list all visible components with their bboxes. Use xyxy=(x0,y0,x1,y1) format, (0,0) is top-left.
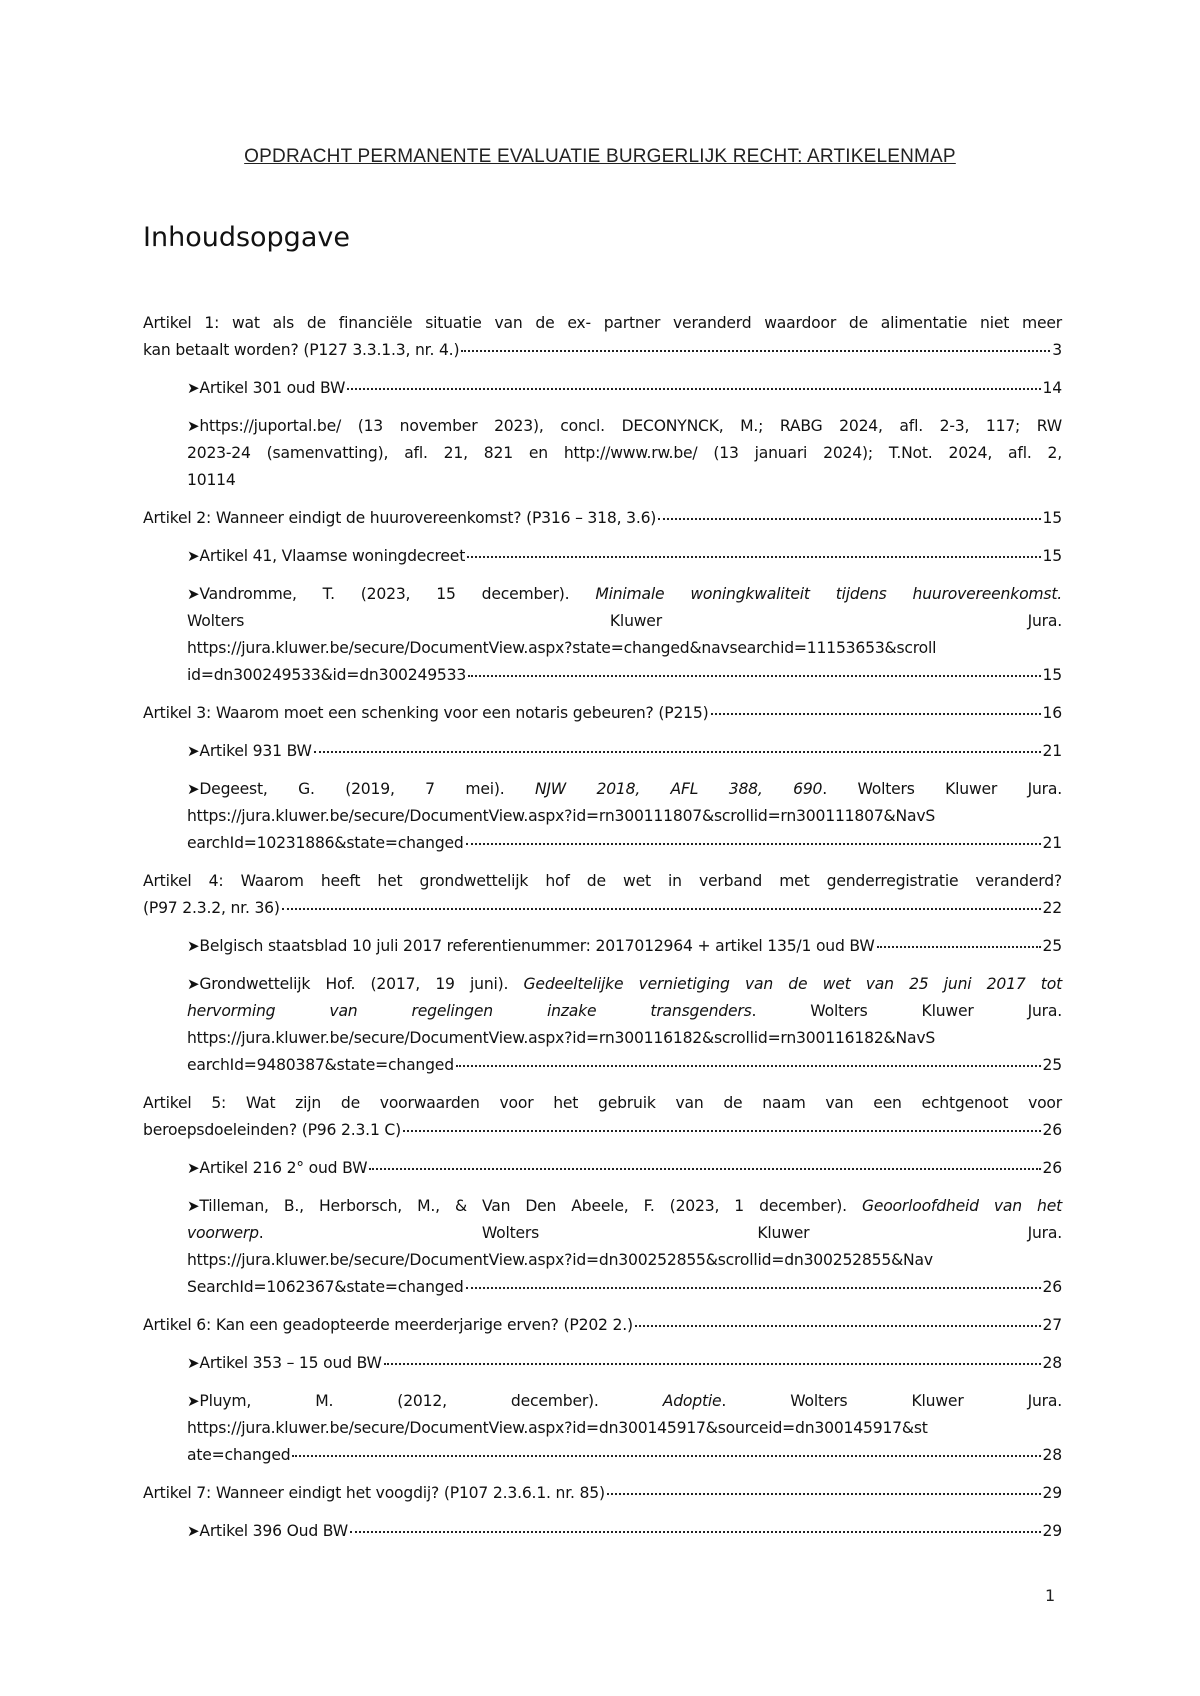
page-ref: 21 xyxy=(1042,834,1062,852)
arrow-bullet-icon: ➤ xyxy=(187,585,200,603)
toc-entry-url: https://jura.kluwer.be/secure/DocumentView.aspx?id=rn300116182&scrollid=rn300116182&NavS xyxy=(187,1029,936,1047)
toc-entry-text: Belgisch staatsblad 10 juli 2017 referentienummer: 2017012964 + artikel 135/1 oud BW xyxy=(199,937,875,955)
toc-entry-text: Degeest, G. (2019, 7 mei). xyxy=(199,780,535,798)
dot-leader xyxy=(292,1455,1040,1457)
dot-leader xyxy=(607,1493,1041,1495)
toc-entry-artikel-7[interactable] xyxy=(143,1480,1062,1507)
toc-subentry-source[interactable] xyxy=(187,413,1062,494)
toc-entry-title: Minimale woningkwaliteit tijdens huurovereenkomst. xyxy=(595,585,1062,603)
page-ref: 22 xyxy=(1042,899,1062,917)
page-ref: 26 xyxy=(1042,1278,1062,1296)
page-ref: 15 xyxy=(1042,509,1062,527)
toc-entry-title: NJW 2018, AFL 388, 690 xyxy=(534,780,823,798)
toc-entry-text: 2023-24 (samenvatting), afl. 21, 821 en http://www.rw.be/ (13 januari 2024); T.Not. 2024, afl. 2, xyxy=(187,444,1062,462)
toc-entry-title: Geoorloofdheid van het xyxy=(861,1197,1063,1215)
toc-entry-url: SearchId=1062367&state=changed xyxy=(187,1278,464,1296)
toc-entry-text: . Wolters Kluwer Jura. xyxy=(258,1224,1062,1242)
toc-entry-text: Artikel 41, Vlaamse woningdecreet xyxy=(199,547,466,565)
dot-leader xyxy=(347,388,1040,390)
toc-entry-text: Artikel 301 oud BW xyxy=(199,379,346,397)
toc-entry-url: earchId=9480387&state=changed xyxy=(187,1056,454,1074)
toc-subentry-source[interactable] xyxy=(187,776,1062,857)
dot-leader xyxy=(314,751,1041,753)
toc-entry-url: earchId=10231886&state=changed xyxy=(187,834,464,852)
arrow-bullet-icon: ➤ xyxy=(187,1197,200,1215)
toc-entry-text: Artikel 1: wat als de financiële situatie van de ex- partner veranderd waardoor de alimentatie niet meer xyxy=(143,314,1062,332)
dot-leader xyxy=(711,713,1041,715)
toc-subentry-law[interactable] xyxy=(187,933,1062,960)
toc-entry-text: Artikel 5: Wat zijn de voorwaarden voor het gebruik van de naam van een echtgenoot voor xyxy=(143,1094,1062,1112)
toc-entry-text: Artikel 2: Wanneer eindigt de huurovereenkomst? (P316 – 318, 3.6) xyxy=(143,509,657,527)
dot-leader xyxy=(468,675,1040,677)
toc-entry-url: id=dn300249533&id=dn300249533 xyxy=(187,666,467,684)
arrow-bullet-icon: ➤ xyxy=(187,1354,200,1372)
arrow-bullet-icon: ➤ xyxy=(187,1392,200,1410)
toc-entry-text: beroepsdoeleinden? (P96 2.3.1 C) xyxy=(143,1121,401,1139)
page-ref: 28 xyxy=(1042,1354,1062,1372)
dot-leader xyxy=(635,1325,1041,1327)
toc-entry-text: Artikel 4: Waarom heeft het grondwettelijk hof de wet in verband met genderregistratie veranderd? xyxy=(143,872,1062,890)
arrow-bullet-icon: ➤ xyxy=(187,379,200,397)
toc-entry-url: https://jura.kluwer.be/secure/DocumentView.aspx?id=rn300111807&scrollid=rn300111807&NavS xyxy=(187,807,936,825)
toc-entry-text: . Wolters Kluwer Jura. xyxy=(721,1392,1062,1410)
toc-entry-text: . Wolters Kluwer Jura. xyxy=(822,780,1062,798)
page-ref: 14 xyxy=(1042,379,1062,397)
toc-entry-text: Artikel 216 2° oud BW xyxy=(199,1159,368,1177)
dot-leader xyxy=(461,350,1050,352)
toc-subentry-law[interactable] xyxy=(187,543,1062,570)
dot-leader xyxy=(456,1065,1041,1067)
document-title: OPDRACHT PERMANENTE EVALUATIE BURGERLIJK RECHT: ARTIKELENMAP xyxy=(244,146,956,167)
toc-entry-text: kan betaalt worden? (P127 3.3.1.3, nr. 4.) xyxy=(143,341,460,359)
toc-entry-artikel-6[interactable] xyxy=(143,1312,1062,1339)
arrow-bullet-icon: ➤ xyxy=(187,1159,200,1177)
page-ref: 15 xyxy=(1042,666,1062,684)
toc-entry-text: Artikel 931 BW xyxy=(199,742,312,760)
page-ref: 25 xyxy=(1042,937,1062,955)
toc-entry-url: https://jura.kluwer.be/secure/DocumentView.aspx?id=dn300145917&sourceid=dn300145917&st xyxy=(187,1419,928,1437)
toc-entry-url: https://jura.kluwer.be/secure/DocumentView.aspx?state=changed&navsearchid=11153653&scroll xyxy=(187,639,937,657)
page-ref: 26 xyxy=(1042,1121,1062,1139)
arrow-bullet-icon: ➤ xyxy=(187,547,200,565)
arrow-bullet-icon: ➤ xyxy=(187,417,200,435)
toc-subentry-law[interactable] xyxy=(187,738,1062,765)
dot-leader xyxy=(467,556,1040,558)
toc-subentry-law[interactable] xyxy=(187,375,1062,402)
toc-subentry-source[interactable] xyxy=(187,971,1062,1079)
toc-entry-title: hervorming van regelingen inzake transgenders xyxy=(187,1002,752,1020)
arrow-bullet-icon: ➤ xyxy=(187,937,200,955)
dot-leader xyxy=(384,1363,1041,1365)
dot-leader xyxy=(466,843,1041,845)
page-ref: 15 xyxy=(1042,547,1062,565)
page-ref: 25 xyxy=(1042,1056,1062,1074)
toc-subentry-law[interactable] xyxy=(187,1518,1062,1545)
page-ref: 29 xyxy=(1042,1522,1062,1540)
toc-subentry-source[interactable] xyxy=(187,1388,1062,1469)
page-ref: 28 xyxy=(1042,1446,1062,1464)
toc-heading: Inhoudsopgave xyxy=(143,222,350,253)
toc-entry-text: https://juportal.be/ (13 november 2023), concl. DECONYNCK, M.; RABG 2024, afl. 2-3, 117; RW xyxy=(199,417,1062,435)
dot-leader xyxy=(658,518,1040,520)
toc-entry-title: Adoptie xyxy=(662,1392,722,1410)
toc-entry-text: Grondwettelijk Hof. (2017, 19 juni). xyxy=(199,975,524,993)
dot-leader xyxy=(466,1287,1041,1289)
page-ref: 27 xyxy=(1042,1316,1062,1334)
page-ref: 16 xyxy=(1042,704,1062,722)
toc-entry-text: Tilleman, B., Herborsch, M., & Van Den Abeele, F. (2023, 1 december). xyxy=(199,1197,862,1215)
toc-entry-text: (P97 2.3.2, nr. 36) xyxy=(143,899,280,917)
toc-entry-text: 10114 xyxy=(187,471,236,489)
toc-subentry-source[interactable] xyxy=(187,581,1062,689)
toc-entry-artikel-2[interactable] xyxy=(143,505,1062,532)
page-ref: 26 xyxy=(1042,1159,1062,1177)
arrow-bullet-icon: ➤ xyxy=(187,975,200,993)
toc-entry-url: https://jura.kluwer.be/secure/DocumentView.aspx?id=dn300252855&scrollid=dn300252855&Nav xyxy=(187,1251,933,1269)
page-ref: 3 xyxy=(1052,341,1062,359)
toc-entry-title: voorwerp xyxy=(187,1224,259,1242)
toc-entry-text: . Wolters Kluwer Jura. xyxy=(751,1002,1063,1020)
table-of-contents xyxy=(143,310,1062,1556)
arrow-bullet-icon: ➤ xyxy=(187,1522,200,1540)
dot-leader xyxy=(282,908,1041,910)
toc-entry-text: Artikel 6: Kan een geadopteerde meerderjarige erven? (P202 2.) xyxy=(143,1316,633,1334)
arrow-bullet-icon: ➤ xyxy=(187,780,200,798)
toc-entry-artikel-4[interactable] xyxy=(143,868,1062,922)
toc-entry-artikel-1[interactable] xyxy=(143,310,1062,364)
toc-entry-text: Artikel 396 Oud BW xyxy=(199,1522,348,1540)
toc-entry-text: Vandromme, T. (2023, 15 december). xyxy=(199,585,596,603)
toc-subentry-law[interactable] xyxy=(187,1350,1062,1377)
page-number: 1 xyxy=(1045,1586,1056,1605)
toc-subentry-source[interactable] xyxy=(187,1193,1062,1301)
toc-entry-text: Artikel 3: Waarom moet een schenking voor een notaris gebeuren? (P215) xyxy=(143,704,709,722)
dot-leader xyxy=(350,1531,1041,1533)
toc-entry-text: Artikel 7: Wanneer eindigt het voogdij? (P107 2.3.6.1. nr. 85) xyxy=(143,1484,605,1502)
toc-entry-artikel-3[interactable] xyxy=(143,700,1062,727)
toc-entry-url: ate=changed xyxy=(187,1446,291,1464)
toc-entry-text: Pluym, M. (2012, december). xyxy=(199,1392,663,1410)
dot-leader xyxy=(403,1130,1041,1132)
toc-entry-title: Gedeeltelijke vernietiging van de wet van 25 juni 2017 tot xyxy=(523,975,1062,993)
toc-entry-text: Wolters Kluwer Jura. xyxy=(187,612,1062,630)
toc-subentry-law[interactable] xyxy=(187,1155,1062,1182)
page-ref: 21 xyxy=(1042,742,1062,760)
toc-entry-artikel-5[interactable] xyxy=(143,1090,1062,1144)
page-ref: 29 xyxy=(1042,1484,1062,1502)
toc-entry-text: Artikel 353 – 15 oud BW xyxy=(199,1354,382,1372)
dot-leader xyxy=(369,1168,1040,1170)
dot-leader xyxy=(877,946,1041,948)
arrow-bullet-icon: ➤ xyxy=(187,742,200,760)
